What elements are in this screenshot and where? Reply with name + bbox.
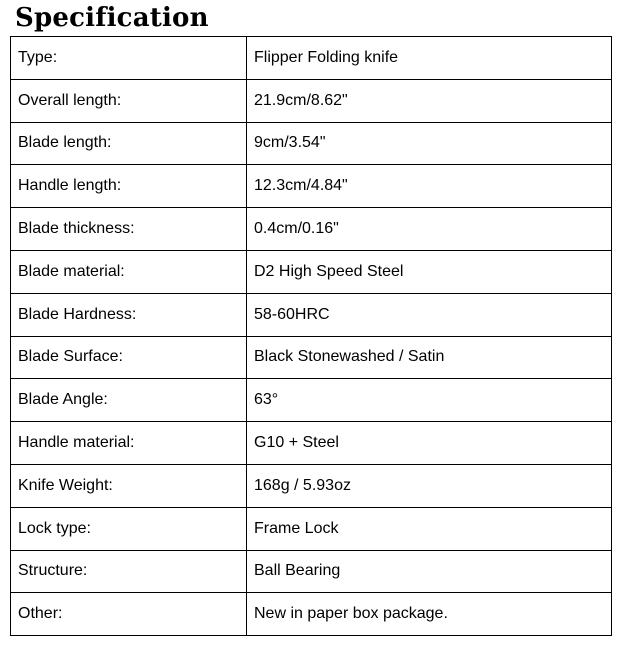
spec-label: Blade Hardness: [11,293,247,336]
table-row [11,79,612,122]
spec-label: Handle length: [11,165,247,208]
spec-value: Ball Bearing [247,550,612,593]
spec-value: New in paper box package. [247,593,612,636]
spec-value: Flipper Folding knife [247,37,612,80]
spec-label: Blade length: [11,122,247,165]
table-row [11,379,612,422]
spec-value: D2 High Speed Steel [247,250,612,293]
spec-value: 0.4cm/0.16" [247,208,612,251]
spec-label: Overall length: [11,79,247,122]
spec-value: 9cm/3.54" [247,122,612,165]
spec-value: G10 + Steel [247,422,612,465]
spec-label: Blade Surface: [11,336,247,379]
table-row [11,336,612,379]
table-row [11,593,612,636]
table-row [11,422,612,465]
table-row [11,122,612,165]
table-row [11,464,612,507]
spec-value: 12.3cm/4.84" [247,165,612,208]
spec-label: Blade material: [11,250,247,293]
table-row [11,208,612,251]
spec-value: Black Stonewashed / Satin [247,336,612,379]
spec-label: Other: [11,593,247,636]
table-row [11,507,612,550]
spec-label: Structure: [11,550,247,593]
table-row [11,250,612,293]
table-row [11,293,612,336]
spec-value: Frame Lock [247,507,612,550]
table-row [11,37,612,80]
spec-value: 21.9cm/8.62" [247,79,612,122]
spec-value: 63° [247,379,612,422]
spec-label: Lock type: [11,507,247,550]
spec-label: Knife Weight: [11,464,247,507]
spec-value: 58-60HRC [247,293,612,336]
specification-table [10,36,612,636]
spec-label: Blade Angle: [11,379,247,422]
spec-value: 168g / 5.93oz [247,464,612,507]
table-row [11,165,612,208]
spec-label: Type: [11,37,247,80]
spec-label: Blade thickness: [11,208,247,251]
spec-label: Handle material: [11,422,247,465]
table-row [11,550,612,593]
page-title: Specification [15,3,209,33]
